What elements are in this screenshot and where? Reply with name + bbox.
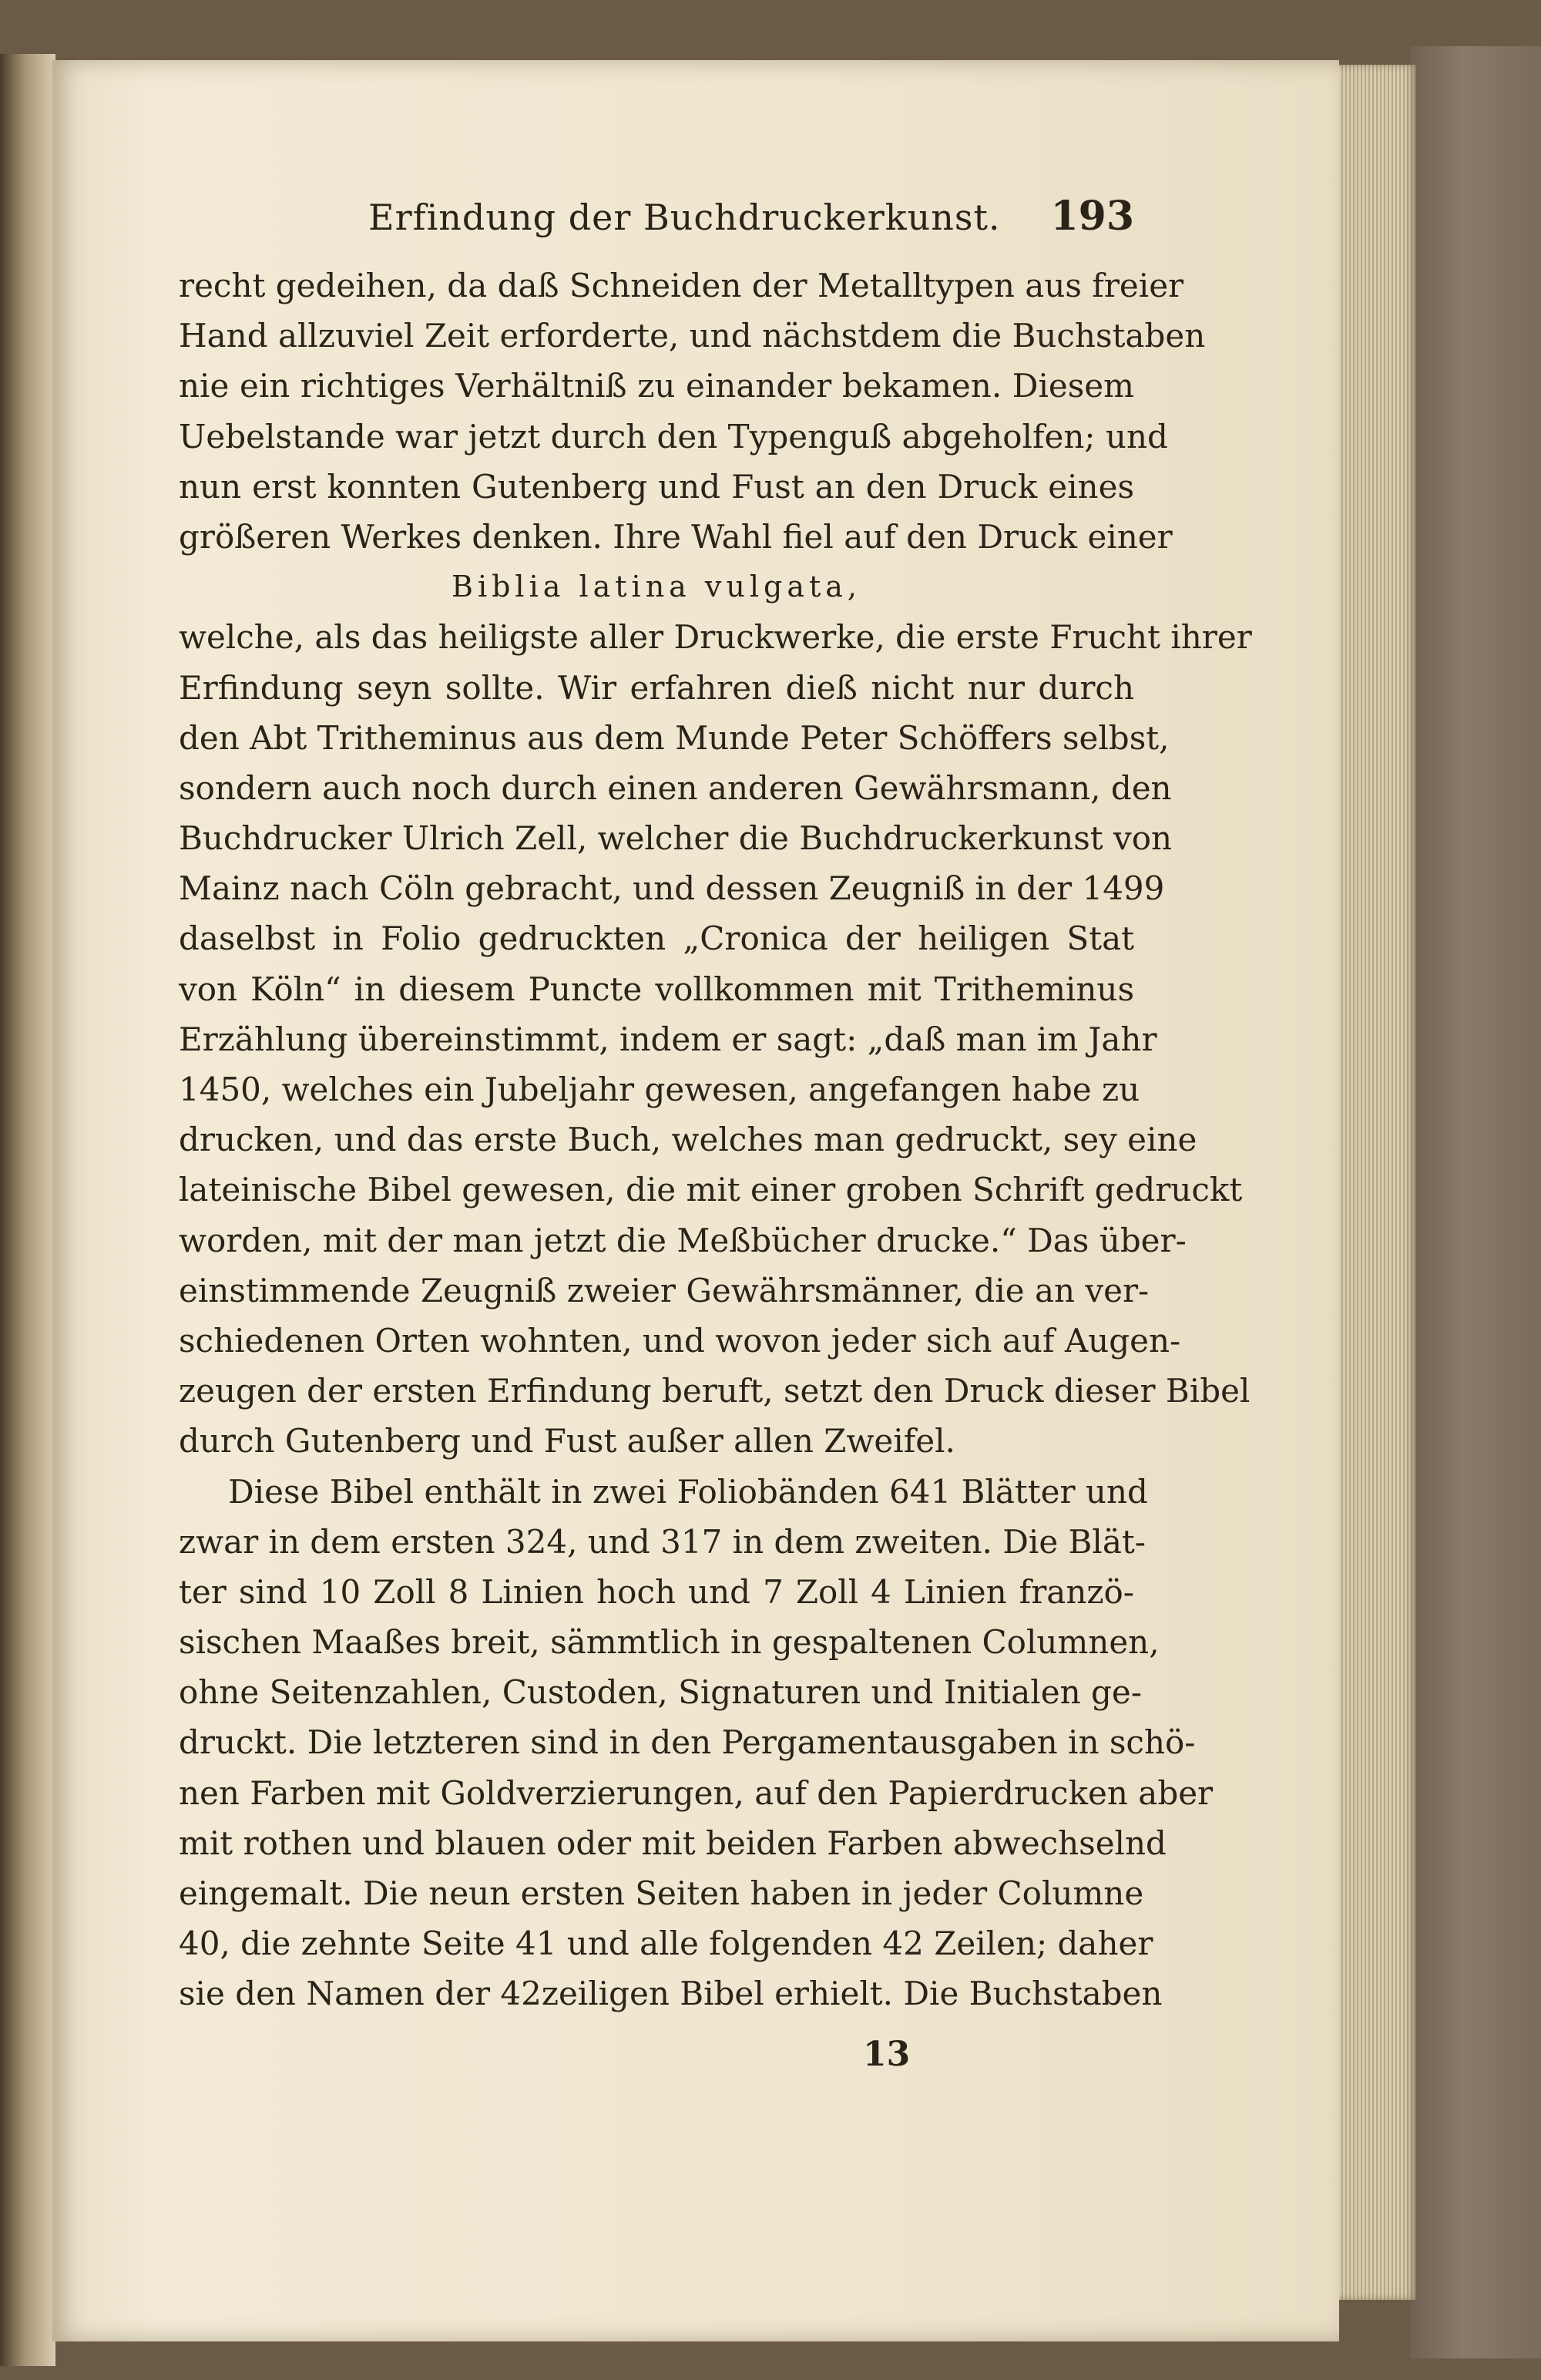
- body-line: lateinische Bibel gewesen, die mit einer groben Schrift gedruckt: [179, 1171, 1243, 1209]
- body-line: daselbst in Folio gedruckten „Cronica der heiligen Stat: [179, 919, 1134, 958]
- body-line: nun erst konnten Gutenberg und Fust an den Druck eines: [179, 467, 1134, 506]
- book-cover: [1410, 46, 1541, 2358]
- body-line: 40, die zehnte Seite 41 und alle folgenden 42 Zeilen; daher: [179, 1925, 1153, 1963]
- body-line: Erfindung seyn sollte. Wir erfahren dieß nicht nur durch: [179, 668, 1134, 707]
- body-line: drucken, und das erste Buch, welches man gedruckt, sey eine: [179, 1121, 1197, 1159]
- running-header: [179, 193, 1134, 254]
- body-line: Mainz nach Cöln gebracht, und dessen Zeugniß in der 1499: [179, 869, 1165, 908]
- body-line: größeren Werkes denken. Ihre Wahl fiel auf den Druck einer: [179, 517, 1173, 556]
- body-line: sie den Namen der 42zeiligen Bibel erhielt. Die Buchstaben: [179, 1975, 1163, 2013]
- body-line: Buchdrucker Ulrich Zell, welcher die Buchdruckerkunst von: [179, 819, 1173, 858]
- body-line: recht gedeihen, da daß Schneiden der Metalltypen aus freier: [179, 267, 1184, 304]
- body-line: nen Farben mit Goldverzierungen, auf den Papierdrucken aber: [179, 1773, 1214, 1812]
- paragraph-end-line: durch Gutenberg und Fust außer allen Zweifel.: [179, 1422, 955, 1461]
- page-stack-edge: [1331, 65, 1416, 2300]
- body-line: sischen Maaßes breit, sämmtlich in gespaltenen Columnen,: [179, 1623, 1160, 1662]
- running-head-title: Erfindung der Buchdruckerkunst.: [368, 197, 1001, 238]
- body-line: Hand allzuviel Zeit erforderte, und nächstdem die Buchstaben: [179, 317, 1206, 355]
- body-line: eingemalt. Die neun ersten Seiten haben in jeder Columne: [179, 1874, 1144, 1912]
- body-line: Uebelstande war jetzt durch den Typenguß abgeholfen; und: [179, 417, 1168, 455]
- body-line: 1450, welches ein Jubeljahr gewesen, angefangen habe zu: [179, 1071, 1140, 1108]
- left-page-edge: [0, 54, 55, 2366]
- body-line: sondern auch noch durch einen anderen Gewährsmann, den: [179, 768, 1172, 807]
- body-line: ohne Seitenzahlen, Custoden, Signaturen und Initialen ge-: [179, 1673, 1142, 1712]
- body-line: zeugen der ersten Erfindung beruft, setzt den Druck dieser Bibel: [179, 1372, 1251, 1410]
- text-block: [179, 193, 1252, 2019]
- body-line: mit rothen und blauen oder mit beiden Farben abwechselnd: [179, 1824, 1167, 1862]
- body-line: Erzählung übereinstimmt, indem er sagt: „daß man im Jahr: [179, 1020, 1157, 1058]
- paragraph-start-line: Diese Bibel enthält in zwei Foliobänden 641 Blätter und: [228, 1472, 1148, 1511]
- body-line: druckt. Die letzteren sind in den Pergamentausgaben in schö-: [179, 1723, 1196, 1762]
- body-line: worden, mit der man jetzt die Meßbücher drucke.“ Das über-: [179, 1221, 1187, 1259]
- body-line: welche, als das heiligste aller Druckwerke, die erste Frucht ihrer: [179, 618, 1252, 657]
- body-line: schiedenen Orten wohnten, und wovon jeder sich auf Augen-: [179, 1321, 1181, 1360]
- body-line: einstimmende Zeugniß zweier Gewährsmänner, die an ver-: [179, 1271, 1150, 1309]
- page-number: 193: [1050, 193, 1134, 240]
- body-line: zwar in dem ersten 324, und 317 in dem zweiten. Die Blät-: [179, 1522, 1146, 1561]
- body-line: den Abt Tritheminus aus dem Munde Peter Schöffers selbst,: [179, 718, 1170, 757]
- signature-mark: 13: [863, 2035, 911, 2074]
- body-line: ter sind 10 Zoll 8 Linien hoch und 7 Zoll 4 Linien franzö-: [179, 1572, 1134, 1611]
- body-line: nie ein richtiges Verhältniß zu einander bekamen. Diesem: [179, 367, 1134, 405]
- book-title-line: Biblia latina vulgata,: [452, 570, 861, 604]
- body-line: von Köln“ in diesem Puncte vollkommen mit Tritheminus: [179, 970, 1134, 1008]
